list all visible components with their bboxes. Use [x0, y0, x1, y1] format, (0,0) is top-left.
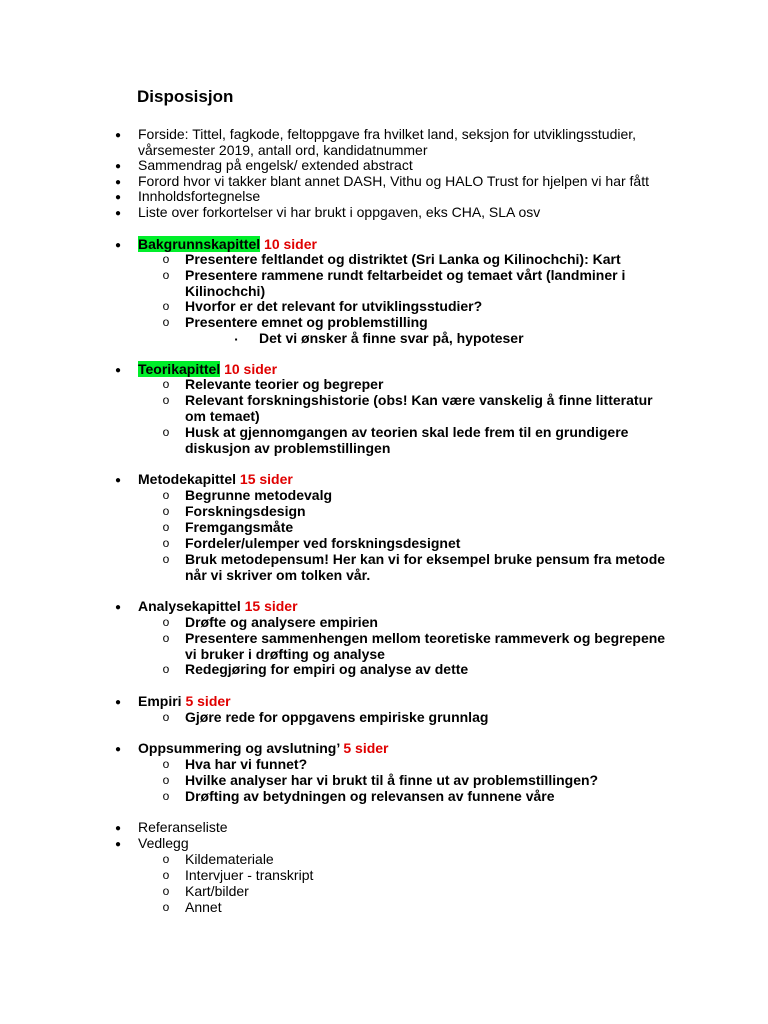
circle-bullet-icon: o [162, 504, 170, 518]
section-heading: Oppsummering og avslutning’ [138, 740, 340, 756]
list-item-forside: Forside: Tittel, fagkode, feltoppgave fra hvilket land, seksjon for utviklingsstudier, [138, 126, 637, 142]
circle-bullet-icon: o [162, 757, 170, 771]
circle-bullet-icon: o [162, 552, 170, 566]
circle-bullet-icon: o [162, 884, 170, 898]
list-item-innhold: Innholdsfortegnelse [138, 188, 261, 204]
list-item-referanseliste: Referanseliste [138, 819, 228, 835]
sub-item: Husk at gjennomgangen av teorien skal lede frem til en grundigere [185, 424, 629, 440]
circle-bullet-icon: o [162, 773, 170, 787]
sub-item: Gjøre rede for oppgavens empiriske grunnlag [185, 709, 489, 725]
circle-bullet-icon: o [162, 268, 170, 282]
sub-item: Relevante teorier og begreper [185, 376, 384, 392]
page-count: 5 sider [343, 740, 389, 756]
section-heading: Metodekapittel [138, 471, 237, 487]
sub-item: Annet [185, 899, 222, 915]
circle-bullet-icon: o [162, 425, 170, 439]
document-title: Disposisjon [137, 87, 234, 106]
sub-item: Fordeler/ulemper ved forskningsdesignet [185, 535, 461, 551]
sub-item: Begrunne metodevalg [185, 487, 333, 503]
list-item-forside-cont: vårsemester 2019, antall ord, kandidatnummer [138, 142, 428, 158]
list-item-sammendrag: Sammendrag på engelsk/ extended abstract [138, 157, 413, 173]
sub-item: Kildemateriale [185, 851, 274, 867]
section-heading: Empiri [138, 693, 182, 709]
sub-item-cont: diskusjon av problemstillingen [185, 440, 391, 456]
sub-item: Presentere sammenhengen mellom teoretiske rammeverk og begrepene [185, 630, 666, 646]
sub-item: Presentere feltlandet og distriktet (Sri Lanka og Kilinochchi): Kart [185, 251, 621, 267]
sub-item-cont: når vi skriver om tolken vår. [185, 567, 371, 583]
sub-item-cont: vi bruker i drøfting og analyse [185, 646, 385, 662]
bullet-icon: ● [114, 192, 122, 203]
section-bakgrunn [138, 236, 317, 252]
sub-item: Fremgangsmåte [185, 519, 294, 535]
circle-bullet-icon: o [162, 852, 170, 866]
sub-item: Drøfte og analysere empirien [185, 614, 378, 630]
circle-bullet-icon: o [162, 520, 170, 534]
sub-item: Hvilke analyser har vi brukt til å finne ut av problemstillingen? [185, 772, 599, 788]
sub-item: Presentere emnet og problemstilling [185, 314, 428, 330]
circle-bullet-icon: o [162, 900, 170, 914]
section-oppsummering [138, 740, 389, 756]
sub-item: Hvorfor er det relevant for utviklingsstudier? [185, 298, 483, 314]
page-count: 15 sider [244, 598, 298, 614]
circle-bullet-icon: o [162, 536, 170, 550]
bullet-icon: ● [114, 602, 122, 613]
sub-item-cont: om temaet) [185, 408, 260, 424]
circle-bullet-icon: o [162, 393, 170, 407]
bullet-icon: ● [114, 744, 122, 755]
square-bullet-icon: ▪ [234, 335, 238, 344]
circle-bullet-icon: o [162, 789, 170, 803]
bullet-icon: ● [114, 177, 122, 188]
bullet-icon: ● [114, 839, 122, 850]
circle-bullet-icon: o [162, 868, 170, 882]
bullet-icon: ● [114, 208, 122, 219]
sub-item: Drøfting av betydningen og relevansen av funnene våre [185, 788, 555, 804]
page-count: 5 sider [185, 693, 231, 709]
section-empiri [138, 693, 231, 709]
page-count: 15 sider [239, 471, 293, 487]
circle-bullet-icon: o [162, 615, 170, 629]
circle-bullet-icon: o [162, 662, 170, 676]
circle-bullet-icon: o [162, 488, 170, 502]
sub-item: Hva har vi funnet? [185, 756, 308, 772]
circle-bullet-icon: o [162, 315, 170, 329]
sub-item: Kart/bilder [185, 883, 249, 899]
circle-bullet-icon: o [162, 631, 170, 645]
section-heading: Analysekapittel [138, 598, 241, 614]
bullet-icon: ● [114, 161, 122, 172]
sub-item: Intervjuer - transkript [185, 867, 314, 883]
bullet-icon: ● [114, 130, 122, 141]
sub-item: Bruk metodepensum! Her kan vi for eksempel bruke pensum fra metode [185, 551, 666, 567]
circle-bullet-icon: o [162, 252, 170, 266]
bullet-icon: ● [114, 475, 122, 486]
bullet-icon: ● [114, 823, 122, 834]
circle-bullet-icon: o [162, 377, 170, 391]
list-item-forkortelser: Liste over forkortelser vi har brukt i oppgaven, eks CHA, SLA osv [138, 204, 541, 220]
circle-bullet-icon: o [162, 299, 170, 313]
section-heading: Bakgrunnskapittel [138, 236, 261, 252]
bullet-icon: ● [114, 365, 122, 376]
bullet-icon: ● [114, 240, 122, 251]
bullet-icon: ● [114, 697, 122, 708]
list-item-vedlegg: Vedlegg [138, 835, 189, 851]
sub-item: Presentere rammene rundt feltarbeidet og temaet vårt (landminer i [185, 267, 626, 283]
section-analyse [138, 598, 298, 614]
sub-item-cont: Kilinochchi) [185, 283, 266, 299]
sub-sub-item: Det vi ønsker å finne svar på, hypoteser [259, 330, 524, 346]
sub-item: Redegjøring for empiri og analyse av dette [185, 661, 469, 677]
list-item-forord: Forord hvor vi takker blant annet DASH, Vithu og HALO Trust for hjelpen vi har fått [138, 173, 649, 189]
section-heading: Teorikapittel [138, 361, 221, 377]
page-count: 10 sider [264, 236, 317, 252]
sub-item: Relevant forskningshistorie (obs! Kan være vanskelig å finne litteratur [185, 392, 653, 408]
sub-item: Forskningsdesign [185, 503, 306, 519]
page-count: 10 sider [224, 361, 278, 377]
section-metode [138, 471, 293, 487]
section-teori [138, 361, 277, 377]
circle-bullet-icon: o [162, 710, 170, 724]
